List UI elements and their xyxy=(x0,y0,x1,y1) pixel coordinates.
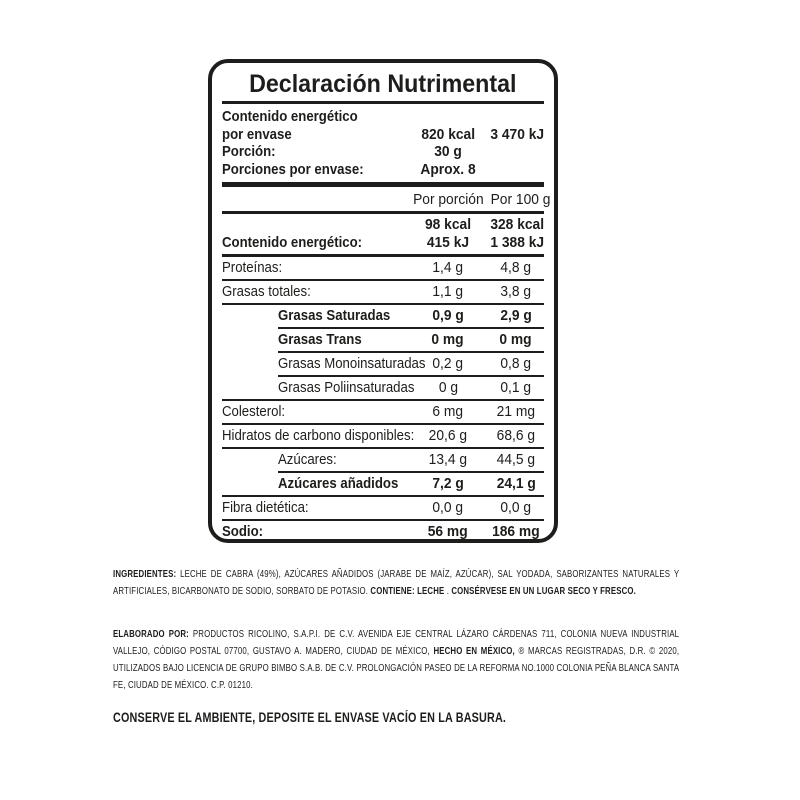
value-per-portion: 98 kcal 415 kJ xyxy=(424,216,472,251)
value-per-100g: 3,8 g xyxy=(500,283,532,300)
value-per-portion: 1,4 g xyxy=(432,259,464,276)
value-per-portion: 6 mg xyxy=(432,403,464,420)
nutrition-row xyxy=(278,375,544,399)
environment-notice xyxy=(113,710,506,725)
panel-title xyxy=(222,69,544,99)
nutrition-panel xyxy=(208,59,558,543)
value-per-portion: 820 kcal xyxy=(421,125,475,143)
value-per-100g: 24,1 g xyxy=(496,475,536,492)
row-label: Proteínas: xyxy=(222,259,283,276)
paragraph-segment: ® MARCAS REGISTRADAS, D.R. © 2020, UTILIZADOS BAJO LICENCIA DE GRUPO BIMBO S.A.B. DE C.V. PROLONGACIÓN PASEO DE LA REFORMA NO.1000 COLONIA PEÑA BLANCA SANTA FE, CIUDAD DE MÉXICO. C.P. 01210. xyxy=(113,645,680,691)
value-per-portion: 1,1 g xyxy=(432,283,464,300)
value-per-100g: 0,0 g xyxy=(500,499,532,516)
value-per-portion: 0 g xyxy=(438,379,458,396)
nutrition-row xyxy=(222,108,544,126)
nutrition-row xyxy=(222,519,544,543)
ingredients-paragraph xyxy=(113,566,679,600)
row-label: Sodio: xyxy=(222,523,264,540)
value-per-portion: 0,9 g xyxy=(432,307,464,324)
nutrition-row xyxy=(222,126,544,144)
column-header-per-100g: Por 100 g xyxy=(490,191,551,208)
value-per-100g: 0 mg xyxy=(499,331,533,348)
panel-title-text: Declaración Nutrimental xyxy=(249,70,517,98)
nutrition-table xyxy=(222,214,544,543)
column-header-row xyxy=(222,187,551,214)
row-label: Porción: xyxy=(222,143,276,160)
paragraph-bold-segment: ELABORADO POR: xyxy=(113,628,189,640)
nutrition-row xyxy=(222,399,544,423)
value-per-100g: 0,8 g xyxy=(500,355,532,372)
title-divider xyxy=(222,101,544,104)
value-per-portion: 20,6 g xyxy=(428,427,468,444)
paragraph-bold-segment: CONTIENE: LECHE xyxy=(370,585,445,597)
value-per-100g: 0,1 g xyxy=(500,379,532,396)
row-label: Contenido energético: xyxy=(222,234,363,251)
paragraph-bold-segment: CONSÉRVESE EN UN LUGAR SECO Y FRESCO. xyxy=(451,585,636,597)
row-label: Contenido energético xyxy=(222,108,358,125)
row-label: Grasas Monoinsaturadas xyxy=(278,355,426,372)
value-per-portion: 56 mg xyxy=(428,523,468,540)
nutrition-row xyxy=(222,447,544,471)
paragraph-segment: LECHE DE CABRA (49%), AZÚCARES AÑADIDOS (JARABE DE MAÍZ, AZÚCAR), SAL YODADA, SABORIZANTES NATURALES Y ARTIFICIALES, BICARBONATO DE SODIO, SORBATO DE POTASIO. xyxy=(113,568,680,597)
energy-summary-section xyxy=(222,108,544,178)
value-per-portion: Aprox. 8 xyxy=(420,160,476,178)
value-per-portion: 0,2 g xyxy=(432,355,464,372)
paragraph-bold-segment: INGREDIENTES: xyxy=(113,568,177,580)
row-label: Azúcares añadidos xyxy=(278,475,399,492)
value-per-100g: 186 mg xyxy=(492,523,540,540)
paragraph-bold-segment: HECHO EN MÉXICO, xyxy=(433,645,515,657)
value-per-100g: 4,8 g xyxy=(500,259,532,276)
nutrition-row xyxy=(222,254,544,279)
nutrition-row xyxy=(222,303,544,327)
row-label: Grasas Poliinsaturadas xyxy=(278,379,415,396)
row-label: Azúcares: xyxy=(278,451,337,468)
row-label: Porciones por envase: xyxy=(222,160,364,178)
value-per-portion: 30 g xyxy=(434,143,462,160)
nutrition-row xyxy=(222,279,544,303)
row-label: Colesterol: xyxy=(222,403,286,420)
value-per-100g: 21 mg xyxy=(496,403,536,420)
row-label: Grasas Saturadas xyxy=(278,307,391,324)
value-per-100g: 3 470 kJ xyxy=(490,125,545,143)
row-label: Fibra dietética: xyxy=(222,499,309,516)
nutrition-row xyxy=(278,351,544,375)
nutrition-row xyxy=(222,495,544,519)
row-label: Grasas Trans xyxy=(278,331,362,348)
row-label: por envase xyxy=(222,125,292,143)
nutrition-row xyxy=(222,161,544,179)
nutrition-row xyxy=(222,423,544,447)
value-per-portion: 0 mg xyxy=(431,331,465,348)
value-per-portion: 13,4 g xyxy=(428,451,468,468)
row-label: Grasas totales: xyxy=(222,283,311,300)
manufacturer-paragraph xyxy=(113,626,679,694)
nutrition-row xyxy=(278,327,544,351)
column-header-per-portion: Por porción xyxy=(412,191,484,208)
nutrition-row xyxy=(222,214,544,254)
value-per-100g: 44,5 g xyxy=(496,451,536,468)
nutrition-row xyxy=(222,143,544,161)
value-per-portion: 7,2 g xyxy=(432,475,464,492)
value-per-100g: 2,9 g xyxy=(500,307,532,324)
paragraph-segment: . xyxy=(444,585,452,597)
nutrition-row xyxy=(278,471,544,495)
paragraph-segment: PRODUCTOS RICOLINO, S.A.P.I. DE C.V. AVENIDA EJE CENTRAL LÁZARO CÁRDENAS 711, COLONIA NUEVA INDUSTRIAL VALLEJO, CÓDIGO POSTAL 07700, GUSTAVO A. MADERO, CIUDAD DE MÉXICO, xyxy=(113,628,680,657)
value-per-100g: 328 kcal 1 388 kJ xyxy=(490,216,545,251)
row-label: Hidratos de carbono disponibles: xyxy=(222,427,415,444)
paragraph-bold-segment: CONSERVE EL AMBIENTE, DEPOSITE EL ENVASE VACÍO EN LA BASURA. xyxy=(113,710,507,725)
value-per-portion: 0,0 g xyxy=(432,499,464,516)
value-per-100g: 68,6 g xyxy=(496,427,536,444)
